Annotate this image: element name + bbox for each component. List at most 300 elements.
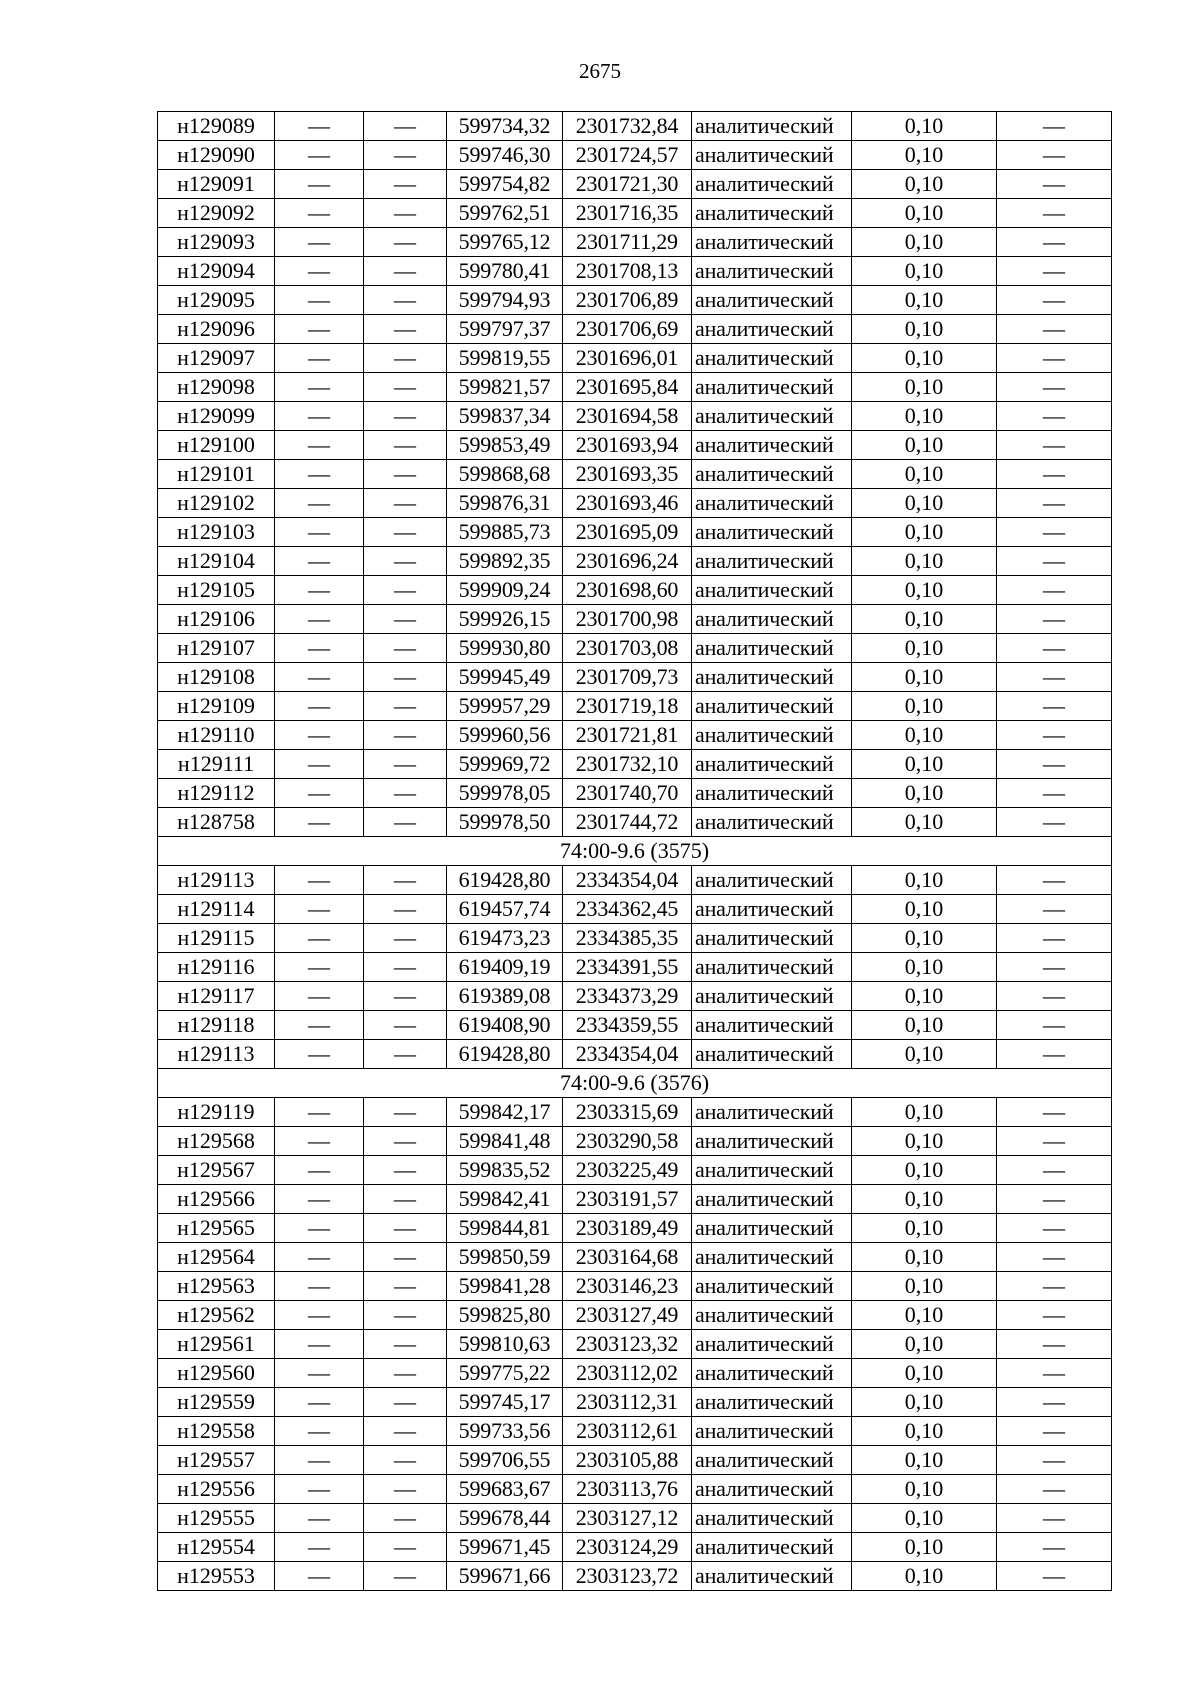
method-cell: аналитический: [692, 1446, 852, 1475]
dash-cell: —: [275, 1533, 364, 1562]
y-coordinate-cell: 2303112,31: [563, 1388, 692, 1417]
dash-cell: —: [997, 1156, 1112, 1185]
table-row: [158, 1272, 1112, 1301]
accuracy-cell: 0,10: [852, 1446, 997, 1475]
x-coordinate-cell: 599797,37: [447, 315, 563, 344]
x-coordinate-cell: 599957,29: [447, 692, 563, 721]
dash-cell: —: [364, 1243, 447, 1272]
dash-cell: —: [997, 808, 1112, 837]
dash-cell: —: [275, 663, 364, 692]
x-coordinate-cell: 599683,67: [447, 1475, 563, 1504]
table-row: [158, 1185, 1112, 1214]
y-coordinate-cell: 2303191,57: [563, 1185, 692, 1214]
accuracy-cell: 0,10: [852, 228, 997, 257]
point-name-cell: н129099: [158, 402, 275, 431]
point-name-cell: н129094: [158, 257, 275, 286]
y-coordinate-cell: 2303315,69: [563, 1098, 692, 1127]
x-coordinate-cell: 599960,56: [447, 721, 563, 750]
dash-cell: —: [275, 1417, 364, 1446]
table-row: [158, 286, 1112, 315]
dash-cell: —: [275, 518, 364, 547]
accuracy-cell: 0,10: [852, 605, 997, 634]
table-row: [158, 605, 1112, 634]
x-coordinate-cell: 599780,41: [447, 257, 563, 286]
dash-cell: —: [997, 286, 1112, 315]
point-name-cell: н129114: [158, 895, 275, 924]
accuracy-cell: 0,10: [852, 1040, 997, 1069]
y-coordinate-cell: 2301695,09: [563, 518, 692, 547]
dash-cell: —: [997, 1504, 1112, 1533]
point-name-cell: н129111: [158, 750, 275, 779]
point-name-cell: н129103: [158, 518, 275, 547]
x-coordinate-cell: 599825,80: [447, 1301, 563, 1330]
dash-cell: —: [275, 634, 364, 663]
x-coordinate-cell: 599745,17: [447, 1388, 563, 1417]
accuracy-cell: 0,10: [852, 112, 997, 141]
table-row: [158, 779, 1112, 808]
dash-cell: —: [275, 402, 364, 431]
point-name-cell: н129095: [158, 286, 275, 315]
method-cell: аналитический: [692, 663, 852, 692]
x-coordinate-cell: 599671,45: [447, 1533, 563, 1562]
dash-cell: —: [997, 692, 1112, 721]
x-coordinate-cell: 619428,80: [447, 866, 563, 895]
dash-cell: —: [997, 547, 1112, 576]
dash-cell: —: [364, 1562, 447, 1591]
dash-cell: —: [275, 1475, 364, 1504]
method-cell: аналитический: [692, 750, 852, 779]
dash-cell: —: [997, 199, 1112, 228]
point-name-cell: н129563: [158, 1272, 275, 1301]
dash-cell: —: [364, 721, 447, 750]
method-cell: аналитический: [692, 808, 852, 837]
dash-cell: —: [275, 576, 364, 605]
y-coordinate-cell: 2301696,24: [563, 547, 692, 576]
y-coordinate-cell: 2303112,02: [563, 1359, 692, 1388]
accuracy-cell: 0,10: [852, 1359, 997, 1388]
dash-cell: —: [275, 1214, 364, 1243]
dash-cell: —: [364, 1446, 447, 1475]
point-name-cell: н129110: [158, 721, 275, 750]
dash-cell: —: [364, 663, 447, 692]
accuracy-cell: 0,10: [852, 634, 997, 663]
method-cell: аналитический: [692, 1185, 852, 1214]
dash-cell: —: [275, 924, 364, 953]
y-coordinate-cell: 2301696,01: [563, 344, 692, 373]
table-row: [158, 1388, 1112, 1417]
table-row: [158, 866, 1112, 895]
y-coordinate-cell: 2303225,49: [563, 1156, 692, 1185]
method-cell: аналитический: [692, 1388, 852, 1417]
y-coordinate-cell: 2301719,18: [563, 692, 692, 721]
table-row: [158, 1214, 1112, 1243]
x-coordinate-cell: 599775,22: [447, 1359, 563, 1388]
x-coordinate-cell: 599762,51: [447, 199, 563, 228]
dash-cell: —: [364, 924, 447, 953]
y-coordinate-cell: 2303105,88: [563, 1446, 692, 1475]
dash-cell: —: [275, 808, 364, 837]
method-cell: аналитический: [692, 141, 852, 170]
x-coordinate-cell: 599885,73: [447, 518, 563, 547]
dash-cell: —: [275, 112, 364, 141]
y-coordinate-cell: 2301698,60: [563, 576, 692, 605]
method-cell: аналитический: [692, 1272, 852, 1301]
table-row: [158, 199, 1112, 228]
dash-cell: —: [364, 1359, 447, 1388]
point-name-cell: н129108: [158, 663, 275, 692]
dash-cell: —: [275, 431, 364, 460]
dash-cell: —: [364, 431, 447, 460]
y-coordinate-cell: 2301693,46: [563, 489, 692, 518]
dash-cell: —: [997, 1475, 1112, 1504]
accuracy-cell: 0,10: [852, 663, 997, 692]
y-coordinate-cell: 2301706,89: [563, 286, 692, 315]
x-coordinate-cell: 619389,08: [447, 982, 563, 1011]
method-cell: аналитический: [692, 431, 852, 460]
dash-cell: —: [275, 895, 364, 924]
point-name-cell: н129559: [158, 1388, 275, 1417]
accuracy-cell: 0,10: [852, 257, 997, 286]
method-cell: аналитический: [692, 489, 852, 518]
y-coordinate-cell: 2301703,08: [563, 634, 692, 663]
accuracy-cell: 0,10: [852, 1127, 997, 1156]
x-coordinate-cell: 619457,74: [447, 895, 563, 924]
dash-cell: —: [364, 460, 447, 489]
y-coordinate-cell: 2334362,45: [563, 895, 692, 924]
x-coordinate-cell: 619428,80: [447, 1040, 563, 1069]
dash-cell: —: [275, 257, 364, 286]
method-cell: аналитический: [692, 112, 852, 141]
x-coordinate-cell: 599837,34: [447, 402, 563, 431]
dash-cell: —: [275, 1388, 364, 1417]
dash-cell: —: [275, 460, 364, 489]
dash-cell: —: [997, 663, 1112, 692]
dash-cell: —: [364, 953, 447, 982]
y-coordinate-cell: 2301721,30: [563, 170, 692, 199]
point-name-cell: н129556: [158, 1475, 275, 1504]
point-name-cell: н129116: [158, 953, 275, 982]
dash-cell: —: [275, 547, 364, 576]
dash-cell: —: [364, 866, 447, 895]
table-row: [158, 982, 1112, 1011]
point-name-cell: н129100: [158, 431, 275, 460]
table-row: [158, 1011, 1112, 1040]
dash-cell: —: [997, 750, 1112, 779]
dash-cell: —: [275, 228, 364, 257]
method-cell: аналитический: [692, 1504, 852, 1533]
y-coordinate-cell: 2301693,94: [563, 431, 692, 460]
table-row: [158, 576, 1112, 605]
y-coordinate-cell: 2303127,49: [563, 1301, 692, 1330]
y-coordinate-cell: 2303112,61: [563, 1417, 692, 1446]
dash-cell: —: [364, 982, 447, 1011]
dash-cell: —: [997, 1562, 1112, 1591]
dash-cell: —: [364, 286, 447, 315]
dash-cell: —: [364, 1533, 447, 1562]
point-name-cell: н129107: [158, 634, 275, 663]
dash-cell: —: [364, 344, 447, 373]
accuracy-cell: 0,10: [852, 1243, 997, 1272]
accuracy-cell: 0,10: [852, 1475, 997, 1504]
dash-cell: —: [364, 576, 447, 605]
x-coordinate-cell: 599926,15: [447, 605, 563, 634]
table-row: [158, 460, 1112, 489]
dash-cell: —: [364, 1040, 447, 1069]
accuracy-cell: 0,10: [852, 779, 997, 808]
point-name-cell: н129101: [158, 460, 275, 489]
accuracy-cell: 0,10: [852, 344, 997, 373]
table-row: [158, 518, 1112, 547]
accuracy-cell: 0,10: [852, 315, 997, 344]
x-coordinate-cell: 599671,66: [447, 1562, 563, 1591]
dash-cell: —: [997, 460, 1112, 489]
table-row: [158, 634, 1112, 663]
method-cell: аналитический: [692, 866, 852, 895]
section-title: 74:00-9.6 (3575): [158, 837, 1112, 866]
point-name-cell: н129117: [158, 982, 275, 1011]
table-row: [158, 1562, 1112, 1591]
method-cell: аналитический: [692, 605, 852, 634]
x-coordinate-cell: 599945,49: [447, 663, 563, 692]
method-cell: аналитический: [692, 1359, 852, 1388]
dash-cell: —: [997, 344, 1112, 373]
point-name-cell: н129560: [158, 1359, 275, 1388]
table-row: [158, 953, 1112, 982]
dash-cell: —: [997, 1388, 1112, 1417]
dash-cell: —: [364, 1417, 447, 1446]
table-row: [158, 692, 1112, 721]
accuracy-cell: 0,10: [852, 1156, 997, 1185]
accuracy-cell: 0,10: [852, 460, 997, 489]
y-coordinate-cell: 2334354,04: [563, 1040, 692, 1069]
method-cell: аналитический: [692, 1533, 852, 1562]
page-number: 2675: [579, 59, 621, 83]
table-row: [158, 1475, 1112, 1504]
dash-cell: —: [997, 1214, 1112, 1243]
table-row: [158, 228, 1112, 257]
accuracy-cell: 0,10: [852, 982, 997, 1011]
method-cell: аналитический: [692, 576, 852, 605]
x-coordinate-cell: 599810,63: [447, 1330, 563, 1359]
x-coordinate-cell: 619409,19: [447, 953, 563, 982]
table-row: [158, 1156, 1112, 1185]
dash-cell: —: [364, 170, 447, 199]
dash-cell: —: [997, 112, 1112, 141]
dash-cell: —: [997, 1533, 1112, 1562]
dash-cell: —: [364, 257, 447, 286]
dash-cell: —: [997, 489, 1112, 518]
accuracy-cell: 0,10: [852, 489, 997, 518]
y-coordinate-cell: 2301693,35: [563, 460, 692, 489]
method-cell: аналитический: [692, 982, 852, 1011]
dash-cell: —: [275, 199, 364, 228]
dash-cell: —: [997, 1040, 1112, 1069]
y-coordinate-cell: 2301711,29: [563, 228, 692, 257]
table-row: [158, 750, 1112, 779]
method-cell: аналитический: [692, 1243, 852, 1272]
method-cell: аналитический: [692, 315, 852, 344]
table-row: [158, 402, 1112, 431]
dash-cell: —: [275, 1185, 364, 1214]
x-coordinate-cell: 599794,93: [447, 286, 563, 315]
point-name-cell: н129092: [158, 199, 275, 228]
dash-cell: —: [997, 257, 1112, 286]
method-cell: аналитический: [692, 257, 852, 286]
x-coordinate-cell: 619408,90: [447, 1011, 563, 1040]
x-coordinate-cell: 599765,12: [447, 228, 563, 257]
y-coordinate-cell: 2303146,23: [563, 1272, 692, 1301]
dash-cell: —: [275, 1446, 364, 1475]
x-coordinate-cell: 599842,17: [447, 1098, 563, 1127]
dash-cell: —: [997, 866, 1112, 895]
y-coordinate-cell: 2303127,12: [563, 1504, 692, 1533]
accuracy-cell: 0,10: [852, 1214, 997, 1243]
table-row: [158, 1098, 1112, 1127]
accuracy-cell: 0,10: [852, 1388, 997, 1417]
dash-cell: —: [997, 1243, 1112, 1272]
point-name-cell: н129567: [158, 1156, 275, 1185]
table-row: [158, 1533, 1112, 1562]
dash-cell: —: [997, 982, 1112, 1011]
point-name-cell: н129568: [158, 1127, 275, 1156]
x-coordinate-cell: 599850,59: [447, 1243, 563, 1272]
point-name-cell: н129102: [158, 489, 275, 518]
accuracy-cell: 0,10: [852, 286, 997, 315]
y-coordinate-cell: 2301706,69: [563, 315, 692, 344]
table-row: [158, 1330, 1112, 1359]
method-cell: аналитический: [692, 547, 852, 576]
method-cell: аналитический: [692, 924, 852, 953]
dash-cell: —: [275, 315, 364, 344]
accuracy-cell: 0,10: [852, 924, 997, 953]
table-row: [158, 1243, 1112, 1272]
dash-cell: —: [364, 1156, 447, 1185]
dash-cell: —: [364, 1504, 447, 1533]
dash-cell: —: [997, 1301, 1112, 1330]
point-name-cell: н129118: [158, 1011, 275, 1040]
dash-cell: —: [364, 1011, 447, 1040]
dash-cell: —: [997, 1446, 1112, 1475]
dash-cell: —: [275, 1504, 364, 1533]
dash-cell: —: [997, 1098, 1112, 1127]
accuracy-cell: 0,10: [852, 1562, 997, 1591]
method-cell: аналитический: [692, 286, 852, 315]
dash-cell: —: [364, 750, 447, 779]
dash-cell: —: [275, 1301, 364, 1330]
accuracy-cell: 0,10: [852, 373, 997, 402]
dash-cell: —: [364, 1185, 447, 1214]
dash-cell: —: [364, 692, 447, 721]
point-name-cell: н129096: [158, 315, 275, 344]
dash-cell: —: [275, 489, 364, 518]
method-cell: аналитический: [692, 1475, 852, 1504]
x-coordinate-cell: 599978,50: [447, 808, 563, 837]
point-name-cell: н129566: [158, 1185, 275, 1214]
x-coordinate-cell: 619473,23: [447, 924, 563, 953]
dash-cell: —: [275, 1127, 364, 1156]
dash-cell: —: [275, 750, 364, 779]
point-name-cell: н129557: [158, 1446, 275, 1475]
x-coordinate-cell: 599835,52: [447, 1156, 563, 1185]
dash-cell: —: [275, 170, 364, 199]
coordinates-table-body: [158, 112, 1112, 1591]
dash-cell: —: [364, 1475, 447, 1504]
x-coordinate-cell: 599844,81: [447, 1214, 563, 1243]
y-coordinate-cell: 2334354,04: [563, 866, 692, 895]
x-coordinate-cell: 599909,24: [447, 576, 563, 605]
section-header-row: [158, 837, 1112, 866]
dash-cell: —: [997, 141, 1112, 170]
y-coordinate-cell: 2301708,13: [563, 257, 692, 286]
x-coordinate-cell: 599678,44: [447, 1504, 563, 1533]
dash-cell: —: [364, 1214, 447, 1243]
table-row: [158, 489, 1112, 518]
section-header-row: [158, 1069, 1112, 1098]
dash-cell: —: [275, 1040, 364, 1069]
dash-cell: —: [364, 895, 447, 924]
table-row: [158, 257, 1112, 286]
point-name-cell: н129113: [158, 1040, 275, 1069]
method-cell: аналитический: [692, 1098, 852, 1127]
y-coordinate-cell: 2303113,76: [563, 1475, 692, 1504]
x-coordinate-cell: 599930,80: [447, 634, 563, 663]
dash-cell: —: [997, 1417, 1112, 1446]
dash-cell: —: [275, 1098, 364, 1127]
accuracy-cell: 0,10: [852, 141, 997, 170]
point-name-cell: н129564: [158, 1243, 275, 1272]
dash-cell: —: [997, 576, 1112, 605]
accuracy-cell: 0,10: [852, 953, 997, 982]
dash-cell: —: [997, 518, 1112, 547]
accuracy-cell: 0,10: [852, 866, 997, 895]
method-cell: аналитический: [692, 460, 852, 489]
point-name-cell: н129558: [158, 1417, 275, 1446]
accuracy-cell: 0,10: [852, 518, 997, 547]
point-name-cell: н129112: [158, 779, 275, 808]
method-cell: аналитический: [692, 402, 852, 431]
y-coordinate-cell: 2301716,35: [563, 199, 692, 228]
accuracy-cell: 0,10: [852, 721, 997, 750]
y-coordinate-cell: 2301700,98: [563, 605, 692, 634]
y-coordinate-cell: 2303123,72: [563, 1562, 692, 1591]
method-cell: аналитический: [692, 1214, 852, 1243]
y-coordinate-cell: 2303123,32: [563, 1330, 692, 1359]
accuracy-cell: 0,10: [852, 808, 997, 837]
y-coordinate-cell: 2301740,70: [563, 779, 692, 808]
point-name-cell: н129089: [158, 112, 275, 141]
table-row: [158, 141, 1112, 170]
point-name-cell: н129562: [158, 1301, 275, 1330]
table-row: [158, 808, 1112, 837]
method-cell: аналитический: [692, 1330, 852, 1359]
x-coordinate-cell: 599754,82: [447, 170, 563, 199]
table-row: [158, 1127, 1112, 1156]
dash-cell: —: [997, 228, 1112, 257]
dash-cell: —: [275, 1359, 364, 1388]
point-name-cell: н129105: [158, 576, 275, 605]
point-name-cell: н129554: [158, 1533, 275, 1562]
dash-cell: —: [364, 199, 447, 228]
y-coordinate-cell: 2301709,73: [563, 663, 692, 692]
point-name-cell: н129119: [158, 1098, 275, 1127]
table-row: [158, 373, 1112, 402]
dash-cell: —: [364, 141, 447, 170]
section-title: 74:00-9.6 (3576): [158, 1069, 1112, 1098]
dash-cell: —: [275, 953, 364, 982]
point-name-cell: н129098: [158, 373, 275, 402]
dash-cell: —: [275, 1156, 364, 1185]
dash-cell: —: [275, 1011, 364, 1040]
